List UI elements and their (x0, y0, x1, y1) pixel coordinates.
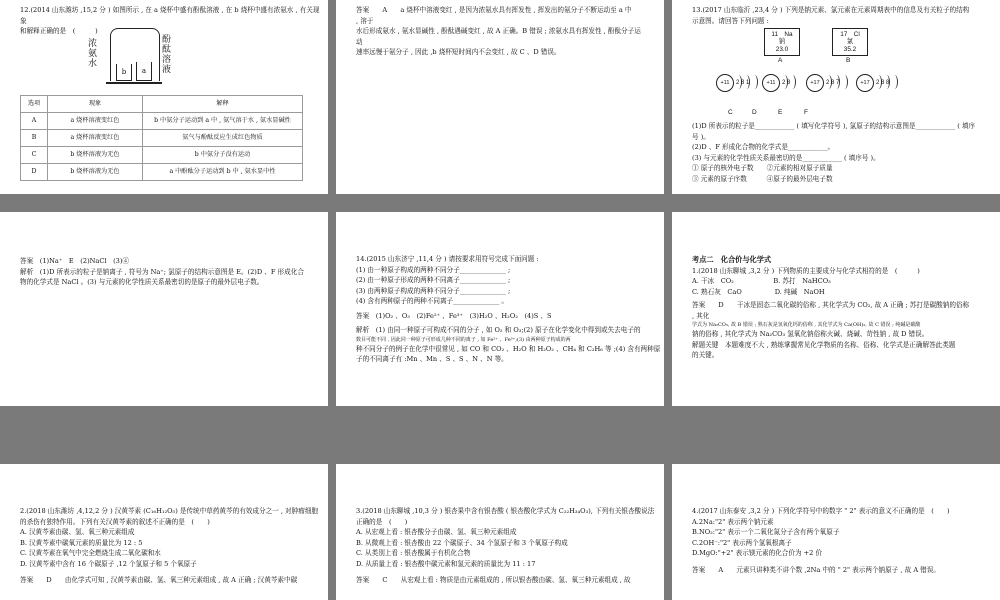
page-q14: 14.(2015 山东济宁 ,11,4 分 ) 请按要求用符号完成下面问题 : (1) 由一种原子构成的两种不同分子______________ ; (2) 由一种原子形成的两种不同离子______________ ; (3) 由两种原子构成的两种不同分子______________ ; (4) 含有两种原子的两种不同离子______________ 。 答案 (1)O₂ 、O₃ (2)Fe²⁺ 、Fe³⁺ (3)H₂O 、H₂O₂ (4)S 、S 解析 (1) 由同一种原子可构成不同的分子 , 如 O₂ 和 O₃;(2) 原子在化学变化中得到或失去电子的 数目可能不同 , 因此同一种原子可形成几种不同的离子 , 如 Fe²⁺ 、Fe³⁺;(3) 由两种原子构成的两 种不同分子的例子在化学中很常见 , 如 CO 和 CO₂ 、H₂O 和 H₂O₂ 、CH₄ 和 C₂H₆ 等 ;(4) 含有两种原 子的不同离子有 :Mn 、Mn 、S 、S 、N 、N 等。 (336, 212, 664, 406)
tray (106, 80, 162, 84)
page-q12: 12.(2014 山东潍坊 ,15,2 分 ) 如图所示 , 在 a 烧杯中盛有酚酞溶液 , 在 b 烧杯中盛有浓氨水 , 有关现 象 和解释正确的是 ( ) b a 浓氨水 酚酞溶液 选项 现象 解释 A a 烧杯溶液变红色 b 中氨分子运动到 a 中 , 氨气溶于水 , 氨水显碱性 B a 烧杯溶液变红色 氨气与酚酞反应生成红色物质 C b 烧杯溶液为无色 b 中氨分子没有运动 D b 烧杯溶液为无色 a 中酚酞分子运动到 b 中 , 氨水显中性 (0, 0, 328, 194)
atom-diagram-d: +11 2 8 (762, 74, 796, 92)
question-text: 12.(2014 山东潍坊 ,15,2 分 ) 如图所示 , 在 a 烧杯中盛有酚酞溶液 , 在 b 烧杯中盛有浓氨水 , 有关现 (20, 6, 320, 14)
beaker-a: a (136, 62, 152, 81)
atom-diagram-c: +11 2 8 1 (716, 74, 758, 92)
section-title: 考点二 化合价与化学式 (692, 255, 772, 264)
element-tile-na: 11 Na 钠 23.0 (764, 28, 800, 56)
label-e: E (778, 109, 783, 116)
table-row: C b 烧杯溶液为无色 b 中氨分子没有运动 (21, 147, 303, 164)
beaker-b: b (116, 64, 132, 81)
options-table: 选项 现象 解释 A a 烧杯溶液变红色 b 中氨分子运动到 a 中 , 氨气溶于水 , 氨水显碱性 B a 烧杯溶液变红色 氨气与酚酞反应生成红色物质 C b 烧杯溶液为无色 b 中氨分子没有运动 D b 烧杯溶液为无色 a 中酚酞分子运动到 b 中 , 氨水显中性 (20, 95, 303, 181)
label-d: D (752, 109, 757, 116)
page-q2: 2.(2018 山东潍坊 ,4,12,2 分 ) 汉黄芩素 (C₁₆H₁₂O₅) 是传统中草药黄芩的有效成分之一 , 对肿瘤细胞 的杀伤有独特作用。下列有关汉黄芩素的叙述不正确的是 ( ) A. 汉黄芩素由碳、氢、氧三种元素组成 B. 汉黄芩素中碳氧元素的质量比为 12 : 5 C. 汉黄芩素在氧气中完全燃烧生成二氧化碳和水 D. 汉黄芩素中含有 16 个碳原子 ,12 个氢原子和 5 个氧原子 答案 D 由化学式可知 , 汉黄芩素由碳、氢、氧三种元素组成 , 故 A 正确 ; 汉黄芩素中碳 (0, 464, 328, 600)
label-b: B (846, 57, 851, 64)
atom-diagram-f: +17 2 8 8 (856, 74, 898, 92)
atom-diagram-e: +17 2 8 7 (806, 74, 848, 92)
label-c: C (728, 109, 733, 116)
page-answer13: 答案 (1)Na⁺ E (2)NaCl (3)④ 解析 (1)D 所表示的粒子是钠离子 , 符号为 Na⁺; 氯原子的结构示意图是 E。(2)D 、F 形成化合 物的化学式是 NaCl 。(3) 与元素的化学性质关系最密切的是原子的最外层电子数。 (0, 212, 328, 406)
label-ammonia: 浓氨水 (88, 39, 98, 69)
element-tile-cl: 17 Cl 氯 35.2 (832, 28, 868, 56)
page-answer12: 答案 A a 烧杯中溶液变红 , 是因为浓氨水具有挥发性 , 挥发出的氨分子不断运动至 a 中 , 溶于 水后形成氨水 , 氨水显碱性 , 酚酞遇碱变红 , 故 A 正确。B 错误 ; 浓氨水具有挥发性 , 酚酞分子运 动 速率远慢于氨分子 , 因此 ,b 烧杯短时间内不会变红 , 故 C 、D 错误。 (336, 0, 664, 194)
page-topic2: 考点二 化合价与化学式 1.(2018 山东聊城 ,3,2 分 ) 下列物质的主要成分与化学式相符的是 ( ) A. 干冰 CO₂ B. 苏打 NaHCO₃ C. 熟石灰 CaO D. 纯碱 NaOH 答案 D 干冰是固态二氧化碳的俗称 , 其化学式为 CO₂, 故 A 正确 ; 苏打是碳酸钠的俗称 , 其化 学式为 Na₂CO₃, 故 B 错误 ; 熟石灰是氢氧化钙的俗称 , 其化学式为 Ca(OH)₂, 故 C 错误 ; 纯碱是碳酸 钠的俗称 , 其化学式为 Na₂CO₃ 氢氧化钠俗称火碱、烧碱、苛性钠 , 故 D 错误。 解题关键 本题难度不大 , 熟练掌握常见化学物质的名称、俗称、化学式是正确解答此类题 的关键。 (672, 212, 1000, 406)
page-q13: 13.(2017 山东临沂 ,23,4 分 ) 下列是钠元素、氯元素在元素周期表中的信息及有关粒子的结构 示意图。请回答下列问题 : 11 Na 钠 23.0 17 Cl 氯 35.2 A B +11 2 8 1 +11 2 8 +17 2 8 7 +17 2 8 8 C D E F (1)D 所表示的粒子是____________ ( 填写化学符号 ), 氯原子的结构示意图是____________ ( 填序 号 )。 (2)D 、F 形成化合物的化学式是____________。 (3) 与元素的化学性质关系最密切的是____________ ( 填序号 )。 ① 原子的核外电子数 ②元素的相对原子质量 ③ 元素的原子序数 ④原子的最外层电子数 (672, 0, 1000, 194)
page-q3: 3.(2018 山东聊城 ,10,3 分 ) 银杏果中含有银杏酸 ( 银杏酸化学式为 C₂₂H₃₄O₃), 下列有关银杏酸说法 正确的是 ( ) A. 从宏观上看 : 银杏酸分子由碳、氢、氧三种元素组成 B. 从微观上看 : 银杏酸由 22 个碳原子、34 个氢原子和 3 个氧原子构成 C. 从类别上看 : 银杏酸属于有机化合物 D. 从质量上看 : 银杏酸中碳元素和氢元素的质量比为 11 : 17 答案 C 从宏观上看 : 物质是由元素组成的 , 所以银杏酸由碳、氢、氧三种元素组成 , 故 (336, 464, 664, 600)
table-row: A a 烧杯溶液变红色 b 中氨分子运动到 a 中 , 氨气溶于水 , 氨水显碱性 (21, 113, 303, 130)
table-row: D b 烧杯溶液为无色 a 中酚酞分子运动到 b 中 , 氨水显中性 (21, 164, 303, 181)
beaker-figure (88, 28, 203, 90)
page-q4: 4.(2017 山东泰安 ,3,2 分 ) 下列化学符号中的数字 " 2" 表示的意义不正确的是 ( ) A.2Na:"2" 表示两个钠元素 B.NO₂:"2" 表示一个二氧化氮分子含有两个氧原子 C.2OH⁻:"2" 表示两个氢氧根离子 D.MgO:"+2" 表示镁元素的化合价为 +2 价 答案 A 元素只讲种类不讲个数 ,2Na 中的 " 2" 表示两个钠原子 , 故 A 错误。 (672, 464, 1000, 600)
label-phenol: 酚酞溶液 (162, 35, 172, 75)
label-f: F (804, 109, 808, 116)
label-a: A (778, 57, 783, 64)
table-row: B a 烧杯溶液变红色 氨气与酚酞反应生成红色物质 (21, 130, 303, 147)
